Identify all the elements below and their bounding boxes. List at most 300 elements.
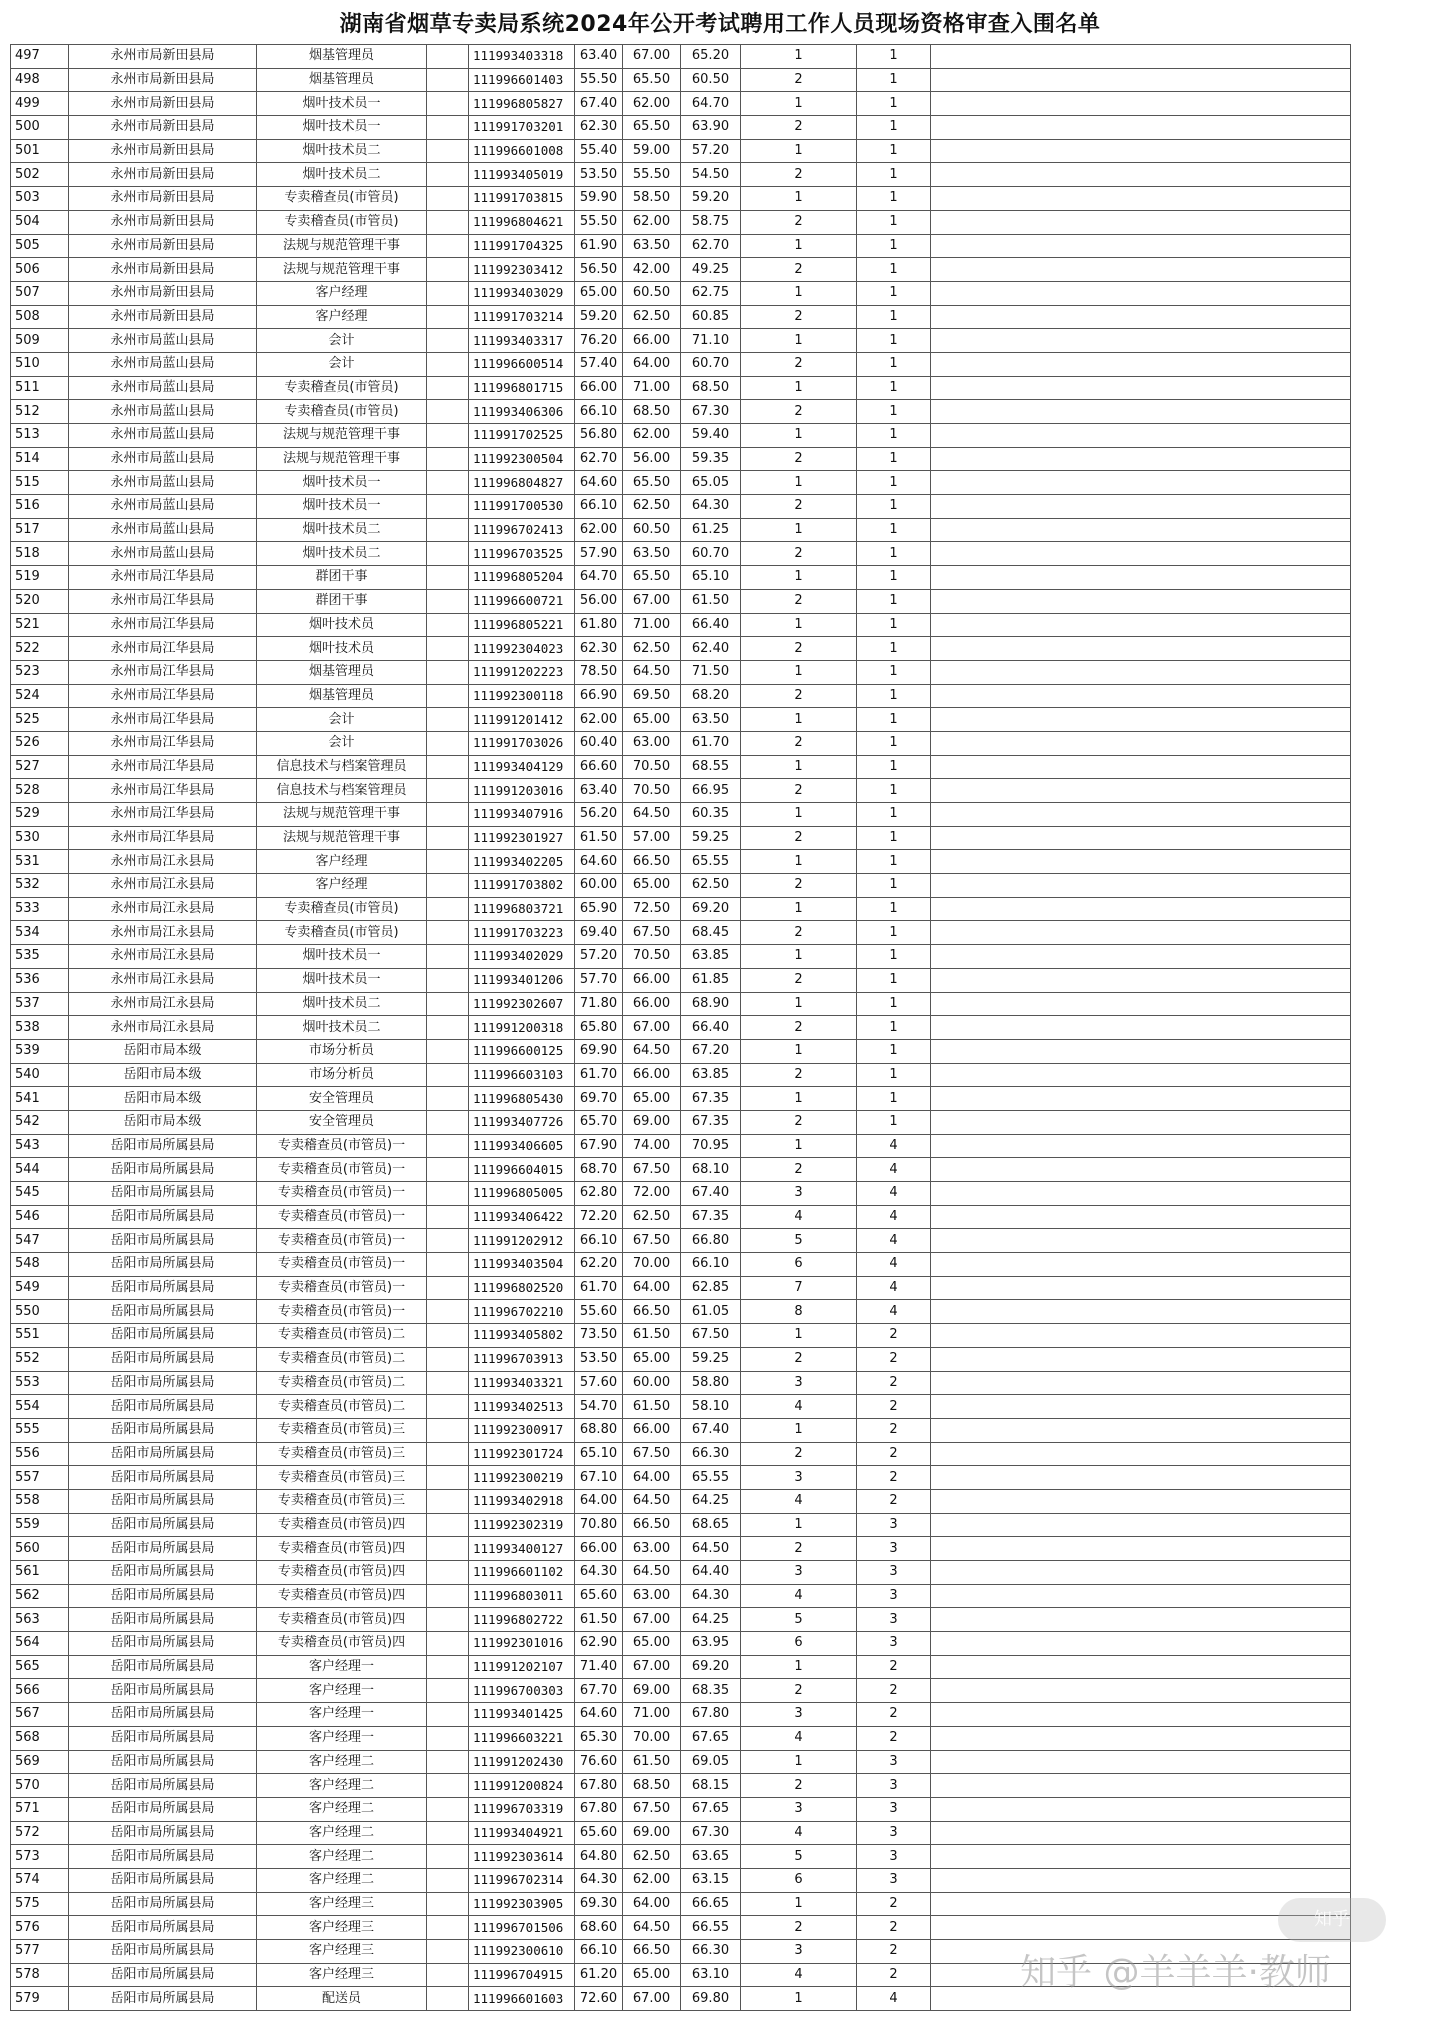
cell-score-1: 65.70	[575, 1110, 623, 1134]
table-row	[11, 471, 1351, 495]
cell-blank	[427, 1845, 469, 1869]
cell-empty	[931, 992, 1351, 1016]
table-row	[11, 329, 1351, 353]
cell-score-2: 65.00	[623, 874, 681, 898]
cell-unit: 岳阳市局所属县局	[69, 1205, 257, 1229]
cell-score-2: 70.50	[623, 945, 681, 969]
cell-rank: 2	[741, 1110, 857, 1134]
cell-empty	[931, 1750, 1351, 1774]
cell-quota: 4	[857, 1134, 931, 1158]
cell-quota: 1	[857, 542, 931, 566]
cell-score-2: 66.50	[623, 1940, 681, 1964]
cell-score-2: 70.50	[623, 755, 681, 779]
cell-score-1: 68.70	[575, 1158, 623, 1182]
cell-empty	[931, 1679, 1351, 1703]
cell-unit: 永州市局蓝山县局	[69, 352, 257, 376]
cell-position: 烟叶技术员	[257, 637, 427, 661]
cell-score-2: 64.00	[623, 1892, 681, 1916]
cell-total: 57.20	[681, 139, 741, 163]
cell-unit: 岳阳市局所属县局	[69, 1561, 257, 1585]
cell-unit: 永州市局江永县局	[69, 850, 257, 874]
cell-unit: 岳阳市局所属县局	[69, 1655, 257, 1679]
cell-blank	[427, 329, 469, 353]
table-row	[11, 1229, 1351, 1253]
cell-score-2: 62.00	[623, 1868, 681, 1892]
cell-total: 58.75	[681, 210, 741, 234]
cell-exam-id: 111993403029	[469, 281, 575, 305]
cell-score-2: 64.50	[623, 1561, 681, 1585]
cell-total: 60.70	[681, 542, 741, 566]
cell-total: 63.15	[681, 1868, 741, 1892]
cell-quota: 2	[857, 1703, 931, 1727]
cell-exam-id: 111993403317	[469, 329, 575, 353]
cell-quota: 1	[857, 921, 931, 945]
cell-score-1: 76.60	[575, 1750, 623, 1774]
cell-exam-id: 111996703913	[469, 1347, 575, 1371]
cell-score-2: 64.50	[623, 1916, 681, 1940]
cell-score-2: 66.50	[623, 1300, 681, 1324]
cell-unit: 岳阳市局所属县局	[69, 1276, 257, 1300]
cell-total: 71.10	[681, 329, 741, 353]
cell-quota: 2	[857, 1442, 931, 1466]
cell-score-1: 56.20	[575, 803, 623, 827]
cell-score-1: 61.70	[575, 1276, 623, 1300]
table-row	[11, 1703, 1351, 1727]
cell-exam-id: 111991703223	[469, 921, 575, 945]
cell-blank	[427, 731, 469, 755]
cell-score-2: 62.00	[623, 92, 681, 116]
cell-blank	[427, 1418, 469, 1442]
cell-score-1: 61.70	[575, 1063, 623, 1087]
cell-empty	[931, 850, 1351, 874]
cell-position: 专卖稽查员(市管员)四	[257, 1537, 427, 1561]
cell-quota: 1	[857, 471, 931, 495]
cell-unit: 岳阳市局所属县局	[69, 1418, 257, 1442]
cell-exam-id: 111992300917	[469, 1418, 575, 1442]
table-row	[11, 1892, 1351, 1916]
cell-quota: 4	[857, 1205, 931, 1229]
cell-score-1: 64.60	[575, 1703, 623, 1727]
table-row	[11, 1371, 1351, 1395]
cell-seq: 554	[11, 1395, 69, 1419]
cell-score-1: 72.20	[575, 1205, 623, 1229]
cell-rank: 3	[741, 1703, 857, 1727]
cell-seq: 521	[11, 613, 69, 637]
cell-empty	[931, 1489, 1351, 1513]
cell-score-1: 56.00	[575, 589, 623, 613]
cell-score-1: 60.40	[575, 731, 623, 755]
cell-total: 68.20	[681, 684, 741, 708]
cell-rank: 1	[741, 92, 857, 116]
cell-blank	[427, 992, 469, 1016]
table-row	[11, 992, 1351, 1016]
cell-exam-id: 111996701506	[469, 1916, 575, 1940]
cell-quota: 4	[857, 1253, 931, 1277]
cell-seq: 578	[11, 1963, 69, 1987]
cell-score-1: 57.70	[575, 968, 623, 992]
cell-seq: 504	[11, 210, 69, 234]
cell-position: 烟叶技术员一	[257, 92, 427, 116]
cell-score-2: 68.50	[623, 400, 681, 424]
cell-score-1: 62.80	[575, 1182, 623, 1206]
cell-unit: 永州市局蓝山县局	[69, 495, 257, 519]
cell-blank	[427, 803, 469, 827]
cell-quota: 1	[857, 518, 931, 542]
cell-quota: 2	[857, 1679, 931, 1703]
cell-position: 烟叶技术员二	[257, 518, 427, 542]
cell-rank: 2	[741, 258, 857, 282]
table-row	[11, 1063, 1351, 1087]
cell-score-1: 68.80	[575, 1418, 623, 1442]
cell-seq: 514	[11, 447, 69, 471]
cell-score-1: 70.80	[575, 1513, 623, 1537]
cell-seq: 516	[11, 495, 69, 519]
cell-quota: 4	[857, 1182, 931, 1206]
cell-total: 67.30	[681, 400, 741, 424]
cell-empty	[931, 755, 1351, 779]
cell-blank	[427, 518, 469, 542]
cell-quota: 1	[857, 116, 931, 140]
cell-total: 62.50	[681, 874, 741, 898]
cell-unit: 岳阳市局所属县局	[69, 1229, 257, 1253]
cell-seq: 525	[11, 708, 69, 732]
cell-score-1: 53.50	[575, 1347, 623, 1371]
cell-unit: 岳阳市局所属县局	[69, 1324, 257, 1348]
cell-unit: 永州市局江华县局	[69, 637, 257, 661]
cell-rank: 2	[741, 637, 857, 661]
cell-unit: 岳阳市局所属县局	[69, 1371, 257, 1395]
cell-empty	[931, 1134, 1351, 1158]
cell-blank	[427, 1442, 469, 1466]
cell-rank: 1	[741, 613, 857, 637]
cell-empty	[931, 1276, 1351, 1300]
cell-quota: 1	[857, 258, 931, 282]
cell-position: 烟叶技术员二	[257, 542, 427, 566]
cell-empty	[931, 187, 1351, 211]
cell-score-2: 64.50	[623, 1489, 681, 1513]
cell-total: 68.45	[681, 921, 741, 945]
cell-blank	[427, 1726, 469, 1750]
cell-blank	[427, 1703, 469, 1727]
cell-exam-id: 111991201412	[469, 708, 575, 732]
cell-seq: 528	[11, 779, 69, 803]
cell-score-2: 56.00	[623, 447, 681, 471]
cell-quota: 1	[857, 731, 931, 755]
cell-score-2: 69.50	[623, 684, 681, 708]
cell-quota: 1	[857, 637, 931, 661]
table-row	[11, 566, 1351, 590]
cell-seq: 560	[11, 1537, 69, 1561]
table-row	[11, 400, 1351, 424]
cell-position: 烟叶技术员一	[257, 495, 427, 519]
cell-score-2: 60.50	[623, 281, 681, 305]
cell-score-2: 69.00	[623, 1679, 681, 1703]
cell-exam-id: 111996805005	[469, 1182, 575, 1206]
table-row	[11, 281, 1351, 305]
table-row	[11, 897, 1351, 921]
table-row	[11, 1158, 1351, 1182]
cell-exam-id: 111996805827	[469, 92, 575, 116]
cell-score-1: 61.50	[575, 1608, 623, 1632]
cell-unit: 岳阳市局所属县局	[69, 1940, 257, 1964]
cell-unit: 岳阳市局所属县局	[69, 1584, 257, 1608]
cell-blank	[427, 1584, 469, 1608]
cell-unit: 永州市局江华县局	[69, 684, 257, 708]
cell-unit: 岳阳市局所属县局	[69, 1253, 257, 1277]
cell-score-1: 67.40	[575, 92, 623, 116]
cell-blank	[427, 1489, 469, 1513]
table-row	[11, 68, 1351, 92]
cell-rank: 3	[741, 1371, 857, 1395]
cell-position: 烟基管理员	[257, 660, 427, 684]
cell-empty	[931, 376, 1351, 400]
cell-seq: 497	[11, 45, 69, 69]
cell-quota: 3	[857, 1537, 931, 1561]
cell-quota: 1	[857, 897, 931, 921]
cell-rank: 1	[741, 1892, 857, 1916]
cell-position: 专卖稽查员(市管员)四	[257, 1608, 427, 1632]
cell-total: 70.95	[681, 1134, 741, 1158]
cell-total: 61.25	[681, 518, 741, 542]
cell-exam-id: 111992301724	[469, 1442, 575, 1466]
cell-empty	[931, 1726, 1351, 1750]
cell-rank: 1	[741, 945, 857, 969]
cell-total: 69.80	[681, 1987, 741, 2011]
cell-exam-id: 111991703026	[469, 731, 575, 755]
cell-rank: 4	[741, 1395, 857, 1419]
cell-position: 会计	[257, 708, 427, 732]
cell-empty	[931, 1632, 1351, 1656]
cell-rank: 1	[741, 1418, 857, 1442]
cell-total: 69.05	[681, 1750, 741, 1774]
cell-position: 专卖稽查员(市管员)一	[257, 1300, 427, 1324]
cell-score-2: 64.50	[623, 1039, 681, 1063]
cell-score-2: 59.00	[623, 139, 681, 163]
table-row	[11, 921, 1351, 945]
cell-score-1: 63.40	[575, 45, 623, 69]
cell-score-2: 74.00	[623, 1134, 681, 1158]
cell-rank: 2	[741, 1537, 857, 1561]
table-row	[11, 1561, 1351, 1585]
cell-exam-id: 111993406605	[469, 1134, 575, 1158]
cell-unit: 岳阳市局所属县局	[69, 1845, 257, 1869]
cell-score-2: 69.00	[623, 1110, 681, 1134]
table-row	[11, 1466, 1351, 1490]
cell-unit: 永州市局江华县局	[69, 613, 257, 637]
cell-unit: 永州市局新田县局	[69, 163, 257, 187]
cell-position: 客户经理三	[257, 1916, 427, 1940]
table-row	[11, 803, 1351, 827]
cell-exam-id: 111993407726	[469, 1110, 575, 1134]
cell-score-2: 70.00	[623, 1253, 681, 1277]
cell-blank	[427, 1087, 469, 1111]
cell-exam-id: 111996603103	[469, 1063, 575, 1087]
cell-position: 客户经理一	[257, 1655, 427, 1679]
cell-blank	[427, 1063, 469, 1087]
cell-seq: 579	[11, 1987, 69, 2011]
cell-score-2: 63.00	[623, 731, 681, 755]
cell-total: 63.85	[681, 1063, 741, 1087]
cell-unit: 永州市局江永县局	[69, 921, 257, 945]
cell-rank: 2	[741, 1063, 857, 1087]
cell-quota: 2	[857, 1466, 931, 1490]
cell-score-2: 66.00	[623, 1418, 681, 1442]
cell-rank: 2	[741, 1016, 857, 1040]
cell-score-1: 66.10	[575, 1229, 623, 1253]
cell-rank: 4	[741, 1584, 857, 1608]
cell-position: 会计	[257, 731, 427, 755]
cell-rank: 4	[741, 1489, 857, 1513]
cell-rank: 2	[741, 1158, 857, 1182]
cell-score-1: 65.60	[575, 1584, 623, 1608]
cell-empty	[931, 968, 1351, 992]
cell-rank: 2	[741, 874, 857, 898]
cell-position: 烟基管理员	[257, 68, 427, 92]
cell-seq: 529	[11, 803, 69, 827]
cell-score-1: 69.30	[575, 1892, 623, 1916]
cell-total: 58.10	[681, 1395, 741, 1419]
cell-empty	[931, 1442, 1351, 1466]
cell-score-1: 57.90	[575, 542, 623, 566]
cell-unit: 永州市局蓝山县局	[69, 542, 257, 566]
cell-unit: 岳阳市局本级	[69, 1063, 257, 1087]
cell-position: 专卖稽查员(市管员)二	[257, 1371, 427, 1395]
cell-empty	[931, 566, 1351, 590]
table-row	[11, 424, 1351, 448]
cell-unit: 永州市局新田县局	[69, 258, 257, 282]
cell-score-2: 62.50	[623, 495, 681, 519]
cell-blank	[427, 1016, 469, 1040]
cell-exam-id: 111996702210	[469, 1300, 575, 1324]
cell-empty	[931, 424, 1351, 448]
cell-total: 68.50	[681, 376, 741, 400]
cell-blank	[427, 1655, 469, 1679]
cell-blank	[427, 921, 469, 945]
cell-exam-id: 111991703214	[469, 305, 575, 329]
cell-empty	[931, 1229, 1351, 1253]
cell-total: 61.70	[681, 731, 741, 755]
cell-position: 专卖稽查员(市管员)二	[257, 1324, 427, 1348]
cell-total: 62.75	[681, 281, 741, 305]
table-row	[11, 234, 1351, 258]
cell-score-2: 64.50	[623, 660, 681, 684]
cell-seq: 567	[11, 1703, 69, 1727]
cell-total: 59.40	[681, 424, 741, 448]
cell-total: 66.80	[681, 1229, 741, 1253]
cell-rank: 2	[741, 447, 857, 471]
cell-exam-id: 111993400127	[469, 1537, 575, 1561]
cell-empty	[931, 874, 1351, 898]
cell-seq: 559	[11, 1513, 69, 1537]
cell-score-1: 72.60	[575, 1987, 623, 2011]
cell-empty	[931, 163, 1351, 187]
cell-position: 专卖稽查员(市管员)	[257, 376, 427, 400]
cell-total: 63.95	[681, 1632, 741, 1656]
cell-position: 烟叶技术员二	[257, 992, 427, 1016]
cell-blank	[427, 1253, 469, 1277]
cell-position: 客户经理二	[257, 1797, 427, 1821]
cell-rank: 1	[741, 139, 857, 163]
cell-blank	[427, 1182, 469, 1206]
cell-blank	[427, 1821, 469, 1845]
cell-exam-id: 111991202107	[469, 1655, 575, 1679]
cell-exam-id: 111996805221	[469, 613, 575, 637]
cell-position: 客户经理三	[257, 1940, 427, 1964]
cell-score-1: 67.80	[575, 1797, 623, 1821]
cell-exam-id: 111992302319	[469, 1513, 575, 1537]
cell-rank: 1	[741, 897, 857, 921]
cell-unit: 永州市局新田县局	[69, 45, 257, 69]
cell-score-2: 61.50	[623, 1324, 681, 1348]
cell-position: 客户经理二	[257, 1774, 427, 1798]
cell-quota: 3	[857, 1513, 931, 1537]
cell-rank: 4	[741, 1821, 857, 1845]
cell-exam-id: 111992300610	[469, 1940, 575, 1964]
table-row	[11, 1205, 1351, 1229]
cell-blank	[427, 897, 469, 921]
table-row	[11, 1182, 1351, 1206]
cell-empty	[931, 803, 1351, 827]
cell-total: 66.10	[681, 1253, 741, 1277]
cell-empty	[931, 1324, 1351, 1348]
cell-rank: 1	[741, 45, 857, 69]
cell-score-1: 67.80	[575, 1774, 623, 1798]
cell-total: 63.50	[681, 708, 741, 732]
cell-total: 66.40	[681, 1016, 741, 1040]
cell-total: 61.50	[681, 589, 741, 613]
zhihu-logo-icon: 知乎	[1278, 1898, 1386, 1942]
cell-score-1: 62.70	[575, 447, 623, 471]
cell-empty	[931, 660, 1351, 684]
cell-score-2: 65.00	[623, 1347, 681, 1371]
cell-empty	[931, 1774, 1351, 1798]
cell-exam-id: 111993402918	[469, 1489, 575, 1513]
cell-seq: 550	[11, 1300, 69, 1324]
cell-score-2: 66.50	[623, 850, 681, 874]
cell-unit: 永州市局江永县局	[69, 897, 257, 921]
cell-exam-id: 111991200318	[469, 1016, 575, 1040]
cell-score-1: 67.70	[575, 1679, 623, 1703]
cell-empty	[931, 1797, 1351, 1821]
cell-blank	[427, 1347, 469, 1371]
candidate-table-body	[11, 45, 1351, 2011]
cell-seq: 518	[11, 542, 69, 566]
cell-quota: 1	[857, 281, 931, 305]
cell-blank	[427, 874, 469, 898]
cell-blank	[427, 1466, 469, 1490]
cell-position: 客户经理二	[257, 1750, 427, 1774]
cell-rank: 1	[741, 1324, 857, 1348]
table-row	[11, 1513, 1351, 1537]
cell-score-2: 70.00	[623, 1726, 681, 1750]
cell-exam-id: 111996601102	[469, 1561, 575, 1585]
table-row	[11, 1253, 1351, 1277]
cell-seq: 562	[11, 1584, 69, 1608]
cell-score-2: 60.50	[623, 518, 681, 542]
table-row	[11, 258, 1351, 282]
cell-rank: 1	[741, 234, 857, 258]
cell-quota: 2	[857, 1655, 931, 1679]
cell-score-1: 64.30	[575, 1561, 623, 1585]
cell-score-2: 65.50	[623, 471, 681, 495]
cell-blank	[427, 1371, 469, 1395]
cell-score-2: 64.00	[623, 1276, 681, 1300]
cell-score-2: 62.50	[623, 1845, 681, 1869]
cell-position: 法规与规范管理干事	[257, 803, 427, 827]
cell-rank: 2	[741, 731, 857, 755]
table-row	[11, 352, 1351, 376]
cell-exam-id: 111996702314	[469, 1868, 575, 1892]
